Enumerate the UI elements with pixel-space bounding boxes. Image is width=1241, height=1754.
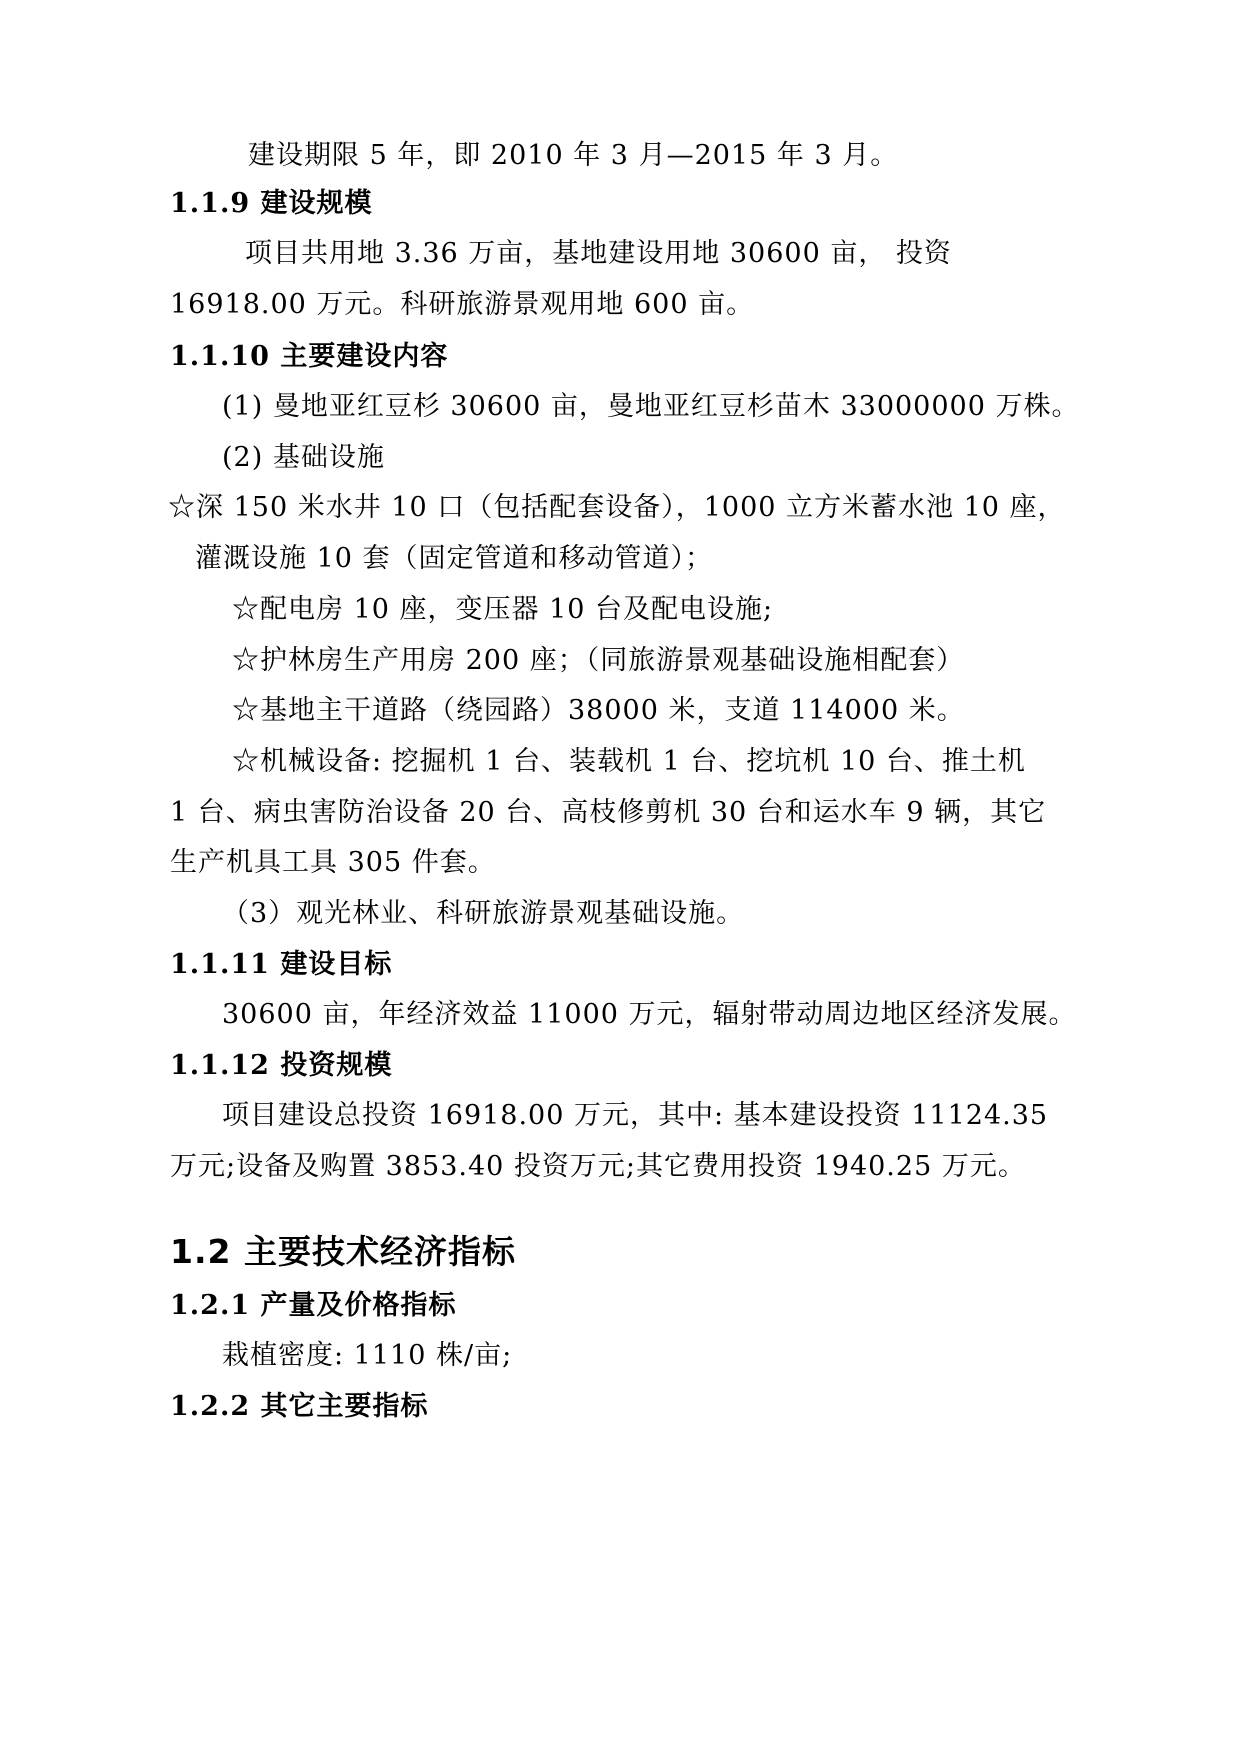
paragraph-planting-density: 栽植密度: 1110 株/亩; bbox=[222, 1340, 513, 1371]
paragraph-construction-period: 建设期限 5 年，即 2010 年 3 月—2015 年 3 月。 bbox=[248, 140, 899, 171]
paragraph-goal: 30600 亩，年经济效益 11000 万元，辐射带动周边地区经济发展。 bbox=[222, 999, 1077, 1030]
heading-1-1-9: 1.1.9 建设规模 bbox=[170, 188, 373, 219]
heading-1-2-1: 1.2.1 产量及价格指标 bbox=[170, 1290, 457, 1321]
heading-1-1-12: 1.1.12 投资规模 bbox=[170, 1050, 393, 1081]
bullet-machinery-line-2: 1 台、病虫害防治设备 20 台、高枝修剪机 30 台和运水车 9 辆，其它 bbox=[170, 797, 1047, 828]
list-item-3: （3）观光林业、科研旅游景观基础设施。 bbox=[222, 898, 745, 929]
paragraph-scale-line-2: 16918.00 万元。科研旅游景观用地 600 亩。 bbox=[170, 289, 755, 320]
bullet-water-wells: ☆深 150 米水井 10 口（包括配套设备），1000 立方米蓄水池 10 座， bbox=[168, 492, 1066, 523]
bullet-machinery-line-3: 生产机具工具 305 件套。 bbox=[170, 847, 496, 878]
bullet-machinery-line-1: ☆机械设备: 挖掘机 1 台、装载机 1 台、挖坑机 10 台、推土机 bbox=[232, 746, 1026, 777]
list-item-1: (1) 曼地亚红豆杉 30600 亩，曼地亚红豆杉苗木 33000000 万株。 bbox=[222, 391, 1080, 422]
heading-1-2-2: 1.2.2 其它主要指标 bbox=[170, 1391, 429, 1422]
bullet-forest-houses: ☆护林房生产用房 200 座；（同旅游景观基础设施相配套） bbox=[232, 645, 965, 676]
bullet-power-room: ☆配电房 10 座，变压器 10 台及配电设施; bbox=[232, 594, 774, 625]
paragraph-investment-line-1: 项目建设总投资 16918.00 万元，其中: 基本建设投资 11124.35 bbox=[222, 1100, 1049, 1131]
paragraph-investment-line-2: 万元;设备及购置 3853.40 投资万元;其它费用投资 1940.25 万元。 bbox=[170, 1151, 1026, 1182]
bullet-roads: ☆基地主干道路（绕园路）38000 米，支道 114000 米。 bbox=[232, 695, 965, 726]
bullet-irrigation: 灌溉设施 10 套（固定管道和移动管道）； bbox=[195, 543, 714, 574]
heading-1-1-10: 1.1.10 主要建设内容 bbox=[170, 341, 449, 372]
paragraph-scale-line-1: 项目共用地 3.36 万亩，基地建设用地 30600 亩， 投资 bbox=[245, 238, 952, 269]
section-heading-1-2: 1.2 主要技术经济指标 bbox=[170, 1232, 516, 1271]
list-item-2: (2) 基础设施 bbox=[222, 442, 385, 473]
heading-1-1-11: 1.1.11 建设目标 bbox=[170, 949, 393, 980]
